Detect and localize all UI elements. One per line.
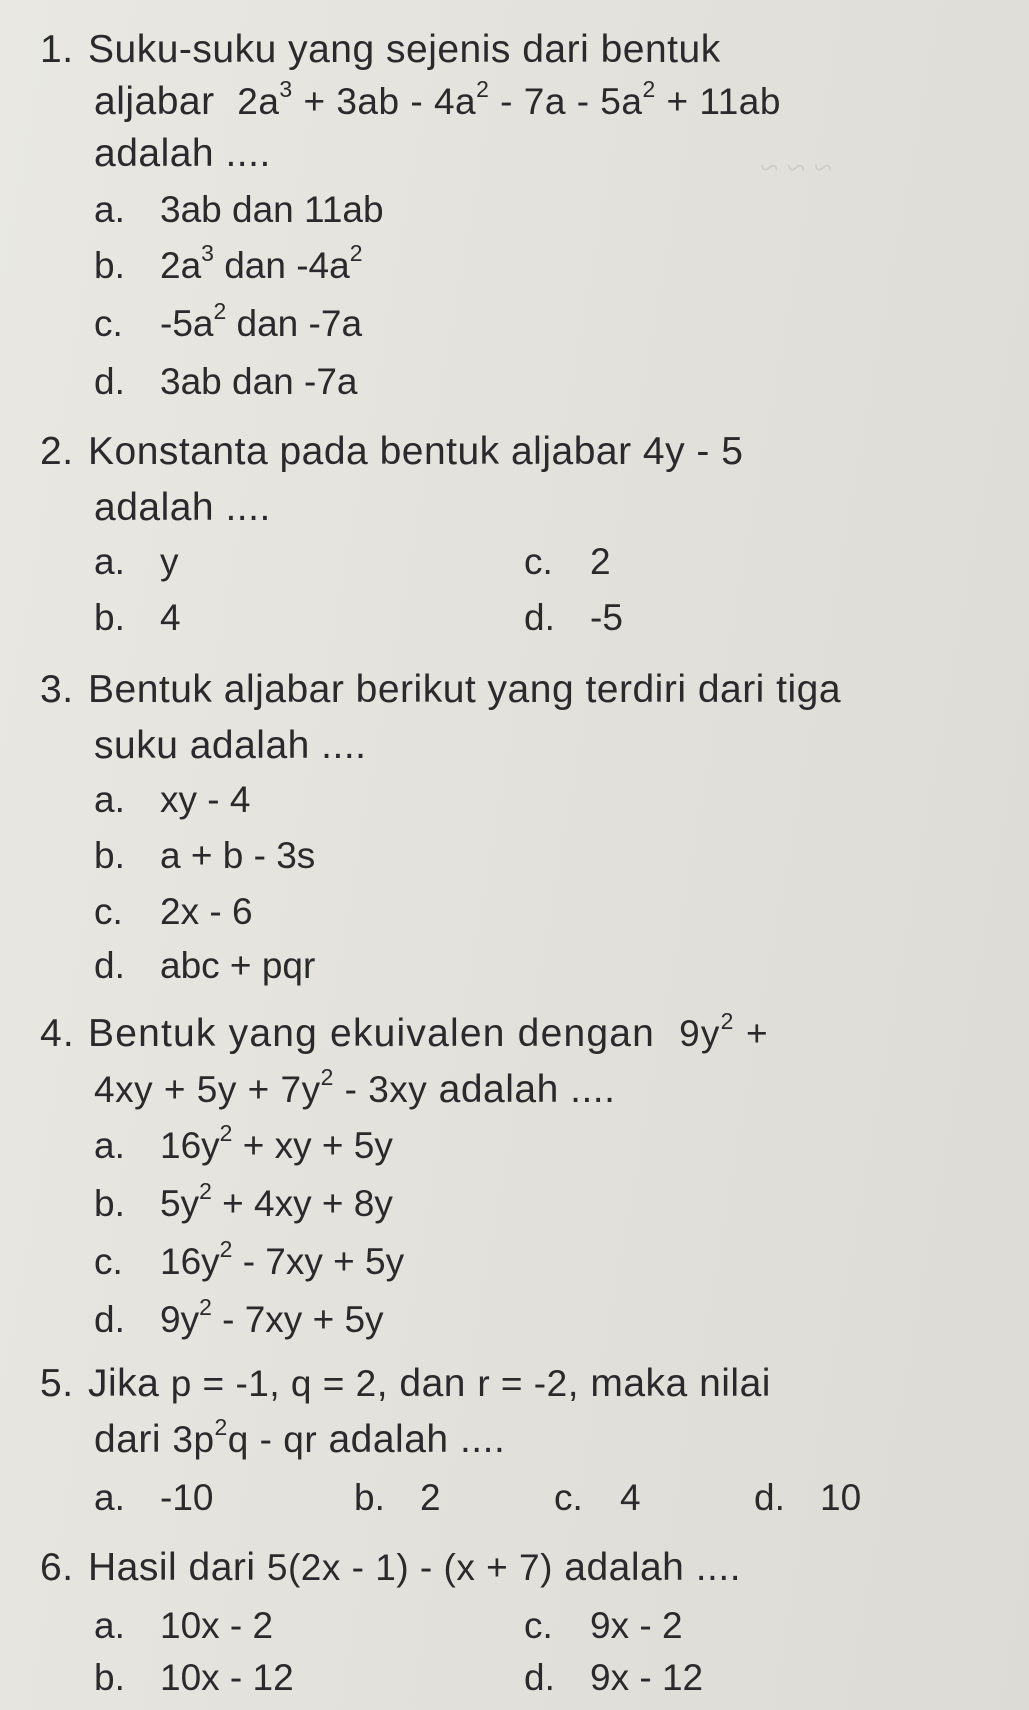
show-through-decoration: ~ ~ ~ <box>760 150 833 187</box>
question-number: 1. <box>40 28 74 71</box>
question-number: 2. <box>40 430 74 473</box>
option-c[interactable]: c. 4 <box>554 1477 641 1518</box>
option-d[interactable]: d. 3ab dan -7a <box>94 361 358 402</box>
question-number: 4. <box>40 1012 75 1055</box>
option-b[interactable]: b. a + b - 3s <box>94 835 316 876</box>
option-c[interactable]: c. $-5a^2$ dan -7a <box>94 297 363 344</box>
question-4-stem-line-1: 4. Bentuk yang ekuivalen dengan $9y^2$ + <box>40 1007 769 1055</box>
option-b[interactable]: b. 4 <box>94 597 181 638</box>
question-5-stem-line-1: 5. Jika p = -1, q = 2, dan r = -2, maka nilai <box>40 1362 771 1405</box>
algebraic-expression: $2a^3 + 3ab - 4a^2 - 7a - 5a^2 + 11ab$ <box>237 75 781 122</box>
algebraic-expression: 5(2x - 1) - (x + 7) <box>266 1547 553 1588</box>
question-1-stem-line-3: adalah .... <box>94 132 271 175</box>
option-d[interactable]: d. 9x - 12 <box>524 1657 704 1698</box>
question-2-stem-line-1: 2. Konstanta pada bentuk aljabar 4y - 5 <box>40 430 744 473</box>
option-a[interactable]: a. -10 <box>94 1477 214 1518</box>
option-a[interactable]: a. 3ab dan 11ab <box>94 189 384 230</box>
question-3-stem-line-2: suku adalah .... <box>94 724 367 767</box>
option-c[interactable]: c. 2x - 6 <box>94 891 253 932</box>
question-6-stem-line-1: 6. Hasil dari 5(2x - 1) - (x + 7) adalah .... <box>40 1546 742 1589</box>
question-4-stem-line-2: $4xy + 5y + 7y^2 - 3xy$ adalah .... <box>94 1063 616 1111</box>
algebraic-expression: $9y^2$ + <box>679 1007 769 1054</box>
option-b[interactable]: b. $2a^3$ dan $-4a^2$ <box>94 239 363 286</box>
option-d[interactable]: d. abc + pqr <box>94 945 316 986</box>
question-number: 3. <box>40 668 74 711</box>
question-number: 6. <box>40 1546 74 1589</box>
option-d[interactable]: d. $9y^2 - 7xy + 5y$ <box>94 1293 384 1340</box>
option-c[interactable]: c. 2 <box>524 541 611 582</box>
algebraic-expression: $3p^2q$ - qr <box>172 1413 318 1460</box>
option-a[interactable]: a. 10x - 2 <box>94 1605 274 1646</box>
question-1-stem-line-1: 1. Suku-suku yang sejenis dari bentuk <box>40 28 721 71</box>
question-2-stem-line-2: adalah .... <box>94 486 271 529</box>
option-b[interactable]: b. 10x - 12 <box>94 1657 294 1698</box>
option-b[interactable]: b. $5y^2 + 4xy + 8y$ <box>94 1177 393 1224</box>
option-a[interactable]: a. xy - 4 <box>94 779 251 820</box>
option-b[interactable]: b. 2 <box>354 1477 441 1518</box>
option-c[interactable]: c. 9x - 2 <box>524 1605 683 1646</box>
question-5-stem-line-2: dari $3p^2q$ - qr adalah .... <box>94 1413 506 1461</box>
algebraic-expression: $4xy + 5y + 7y^2 - 3xy$ <box>94 1063 428 1110</box>
question-3-stem-line-1: 3. Bentuk aljabar berikut yang terdiri dari tiga <box>40 668 842 711</box>
option-a[interactable]: a. $16y^2$ + xy + 5y <box>94 1119 393 1166</box>
option-c[interactable]: c. $16y^2 - 7xy + 5y$ <box>94 1235 405 1282</box>
option-a[interactable]: a. y <box>94 541 179 582</box>
option-d[interactable]: d. -5 <box>524 597 623 638</box>
question-1-stem-line-2: aljabar $2a^3 + 3ab - 4a^2 - 7a - 5a^2 + 11ab$ <box>94 75 781 123</box>
question-number: 5. <box>40 1362 74 1405</box>
option-d[interactable]: d. 10 <box>754 1477 862 1518</box>
